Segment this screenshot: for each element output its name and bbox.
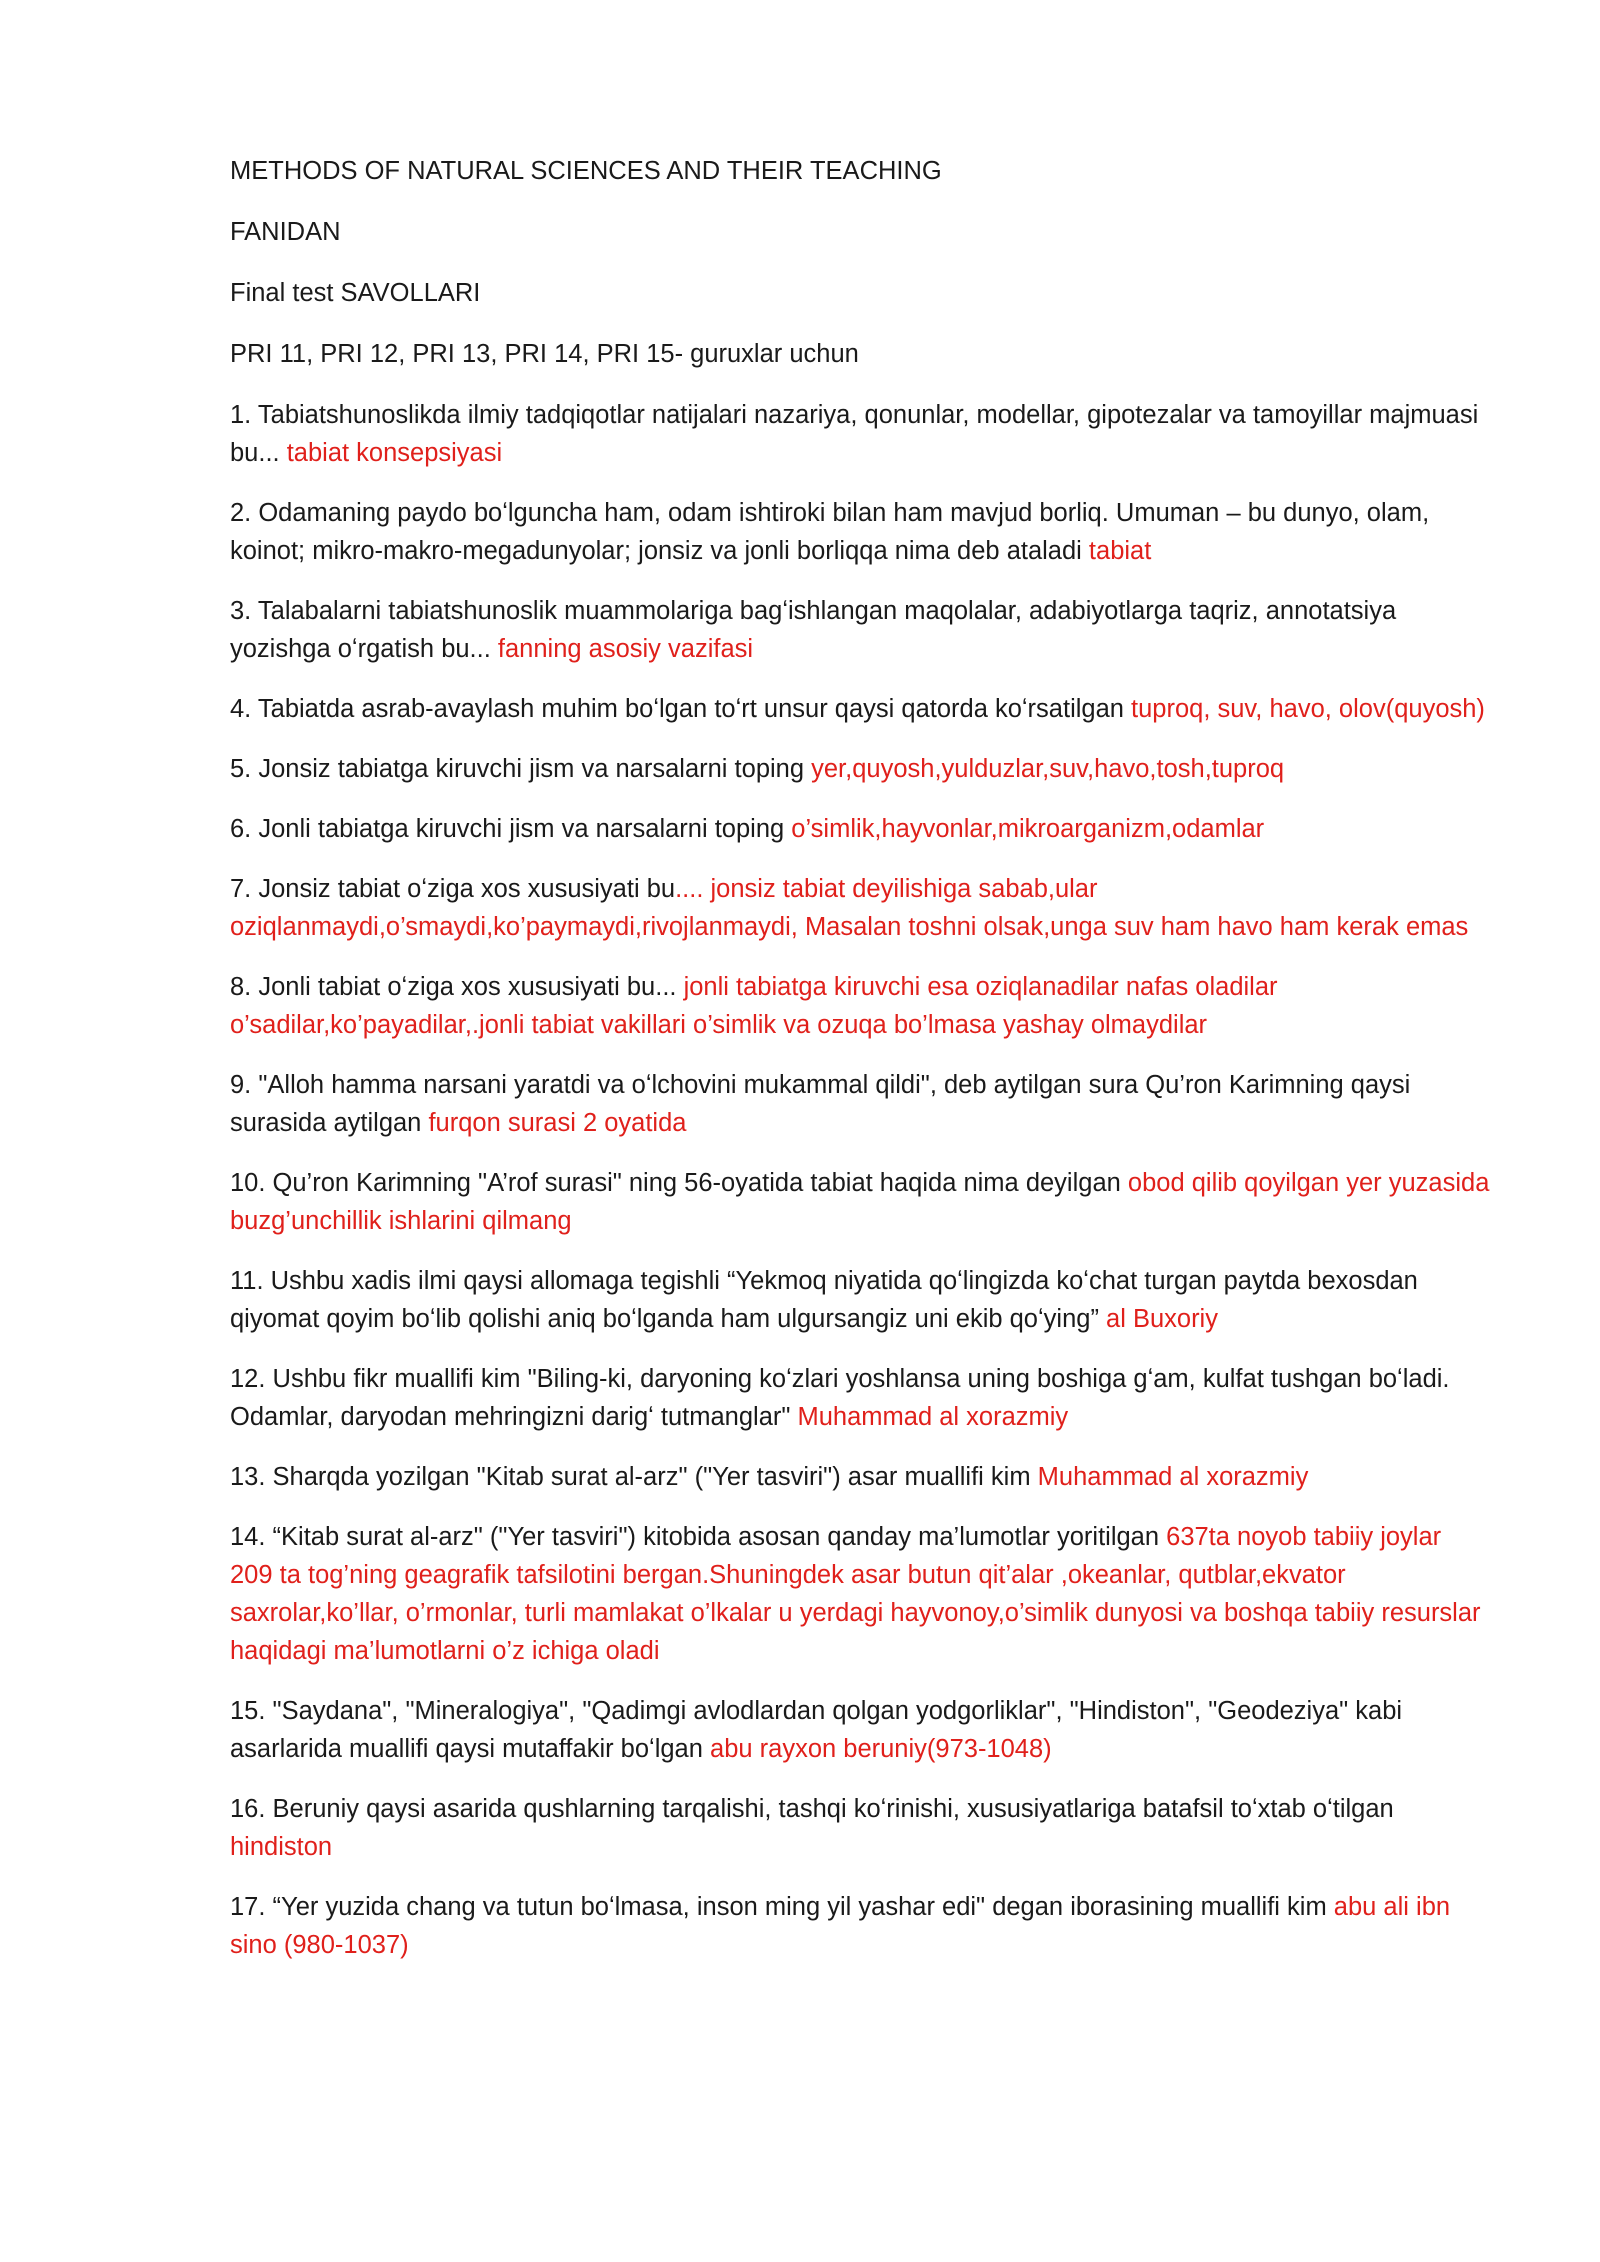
question-item: [230, 1888, 1490, 1964]
answer-text: abu ali ibn sino (980-1037): [230, 1893, 1451, 1959]
question-text: 16. Beruniy qaysi asarida qushlarning tarqalishi, tashqi koʻrinishi, xususiyatlariga batafsil toʻxtab oʻtilgan: [230, 1795, 1394, 1823]
question-text: 5. Jonsiz tabiatga kiruvchi jism va narsalarni toping: [230, 755, 812, 783]
question-item: [230, 1360, 1490, 1436]
question-text: 14. “Kitab surat al-arz" ("Yer tasviri") kitobida asosan qanday ma’lumotlar yoritilgan: [230, 1523, 1167, 1551]
question-item: [230, 1692, 1490, 1768]
question-text: 4. Tabiatda asrab-avaylash muhim boʻlgan toʻrt unsur qaysi qatorda koʻrsatilgan: [230, 695, 1132, 723]
question-item: [230, 750, 1490, 788]
question-item: [230, 1518, 1490, 1670]
question-text: 9. "Alloh hamma narsani yaratdi va oʻlchovini mukammal qildi", deb aytilgan sura Qu’ron Karimning qaysi surasida aytilgan: [230, 1071, 1411, 1137]
question-item: [230, 870, 1490, 946]
answer-text: fanning asosiy vazifasi: [497, 635, 754, 663]
answer-text: 637ta noyob tabiiy joylar 209 ta tog’ning geagrafik tafsilotini bergan.Shuningdek asar butun qit’alar ,okeanlar, qutblar,ekvator saxrolar,ko’llar, o’rmonlar, turli mamlakat o’lkalar u yerdagi hayvonoy,o’simlik dunyosi va boshqa tabiiy resurslar haqidagi ma’lumotlarni o’z ichiga oladi: [230, 1523, 1481, 1665]
question-text: 2. Odamaning paydo boʻlguncha ham, odam ishtiroki bilan ham mavjud borliq. Umuman – bu dunyo, olam, koinot; mikro-makro-megadunyolar; jonsiz va jonli borliqqa nima deb ataladi: [230, 499, 1430, 565]
question-item: [230, 1790, 1490, 1866]
question-text: 15. "Saydana", "Mineralogiya", "Qadimgi avlodlardan qolgan yodgorliklar", "Hindiston", "Geodeziya" kabi asarlarida muallifi qaysi mutaffakir boʻlgan: [230, 1697, 1403, 1763]
answer-text: yer,quyosh,yulduzlar,suv,havo,tosh,tuproq: [811, 755, 1285, 783]
test-label: Final test SAVOLLARI: [230, 279, 481, 307]
question-text: 7. Jonsiz tabiat oʻziga xos xususiyati bu: [230, 875, 676, 903]
answer-text: tuproq, suv, havo, olov(quyosh): [1131, 695, 1485, 723]
question-item: [230, 690, 1490, 728]
answer-text: .... jonsiz tabiat deyilishiga sabab,ular oziqlanmaydi,o’smaydi,ko’paymaydi,rivojlanmaydi, Masalan toshni olsak,unga suv ham havo ham kerak emas: [230, 875, 1469, 941]
question-text: 3. Talabalarni tabiatshunoslik muammolariga bagʻishlangan maqolalar, adabiyotlarga taqriz, annotatsiya yozishga oʻrgatish bu...: [230, 597, 1397, 663]
question-item: [230, 810, 1490, 848]
question-item: [230, 1066, 1490, 1142]
document-title: METHODS OF NATURAL SCIENCES AND THEIR TEACHING: [230, 157, 942, 185]
answer-text: al Buxoriy: [1106, 1305, 1218, 1333]
question-text: 8. Jonli tabiat oʻziga xos xususiyati bu...: [230, 973, 684, 1001]
answer-text: obod qilib qoyilgan yer yuzasida buzg’unchillik ishlarini qilmang: [230, 1169, 1490, 1235]
answer-text: tabiat: [1088, 537, 1152, 565]
answer-text: Muhammad al xorazmiy: [1037, 1463, 1309, 1491]
answer-text: jonli tabiatga kiruvchi esa oziqlanadilar nafas oladilar o’sadilar,ko’payadilar,.jonli tabiat vakillari o’simlik va ozuqa bo’lmasa yashay olmaydilar: [230, 973, 1278, 1039]
answer-text: Muhammad al xorazmiy: [797, 1403, 1069, 1431]
question-item: [230, 1458, 1490, 1496]
answer-text: tabiat konsepsiyasi: [286, 439, 503, 467]
question-item: [230, 1164, 1490, 1240]
group-list: PRI 11, PRI 12, PRI 13, PRI 14, PRI 15- guruxlar uchun: [230, 340, 859, 368]
answer-text: hindiston: [230, 1833, 333, 1861]
question-text: 12. Ushbu fikr muallifi kim "Biling-ki, daryoning koʻzlari yoshlansa uning boshiga gʻam, kulfat tushgan boʻladi. Odamlar, daryodan mehringizni darigʻ tutmanglar": [230, 1365, 1450, 1431]
question-text: 1. Tabiatshunoslikda ilmiy tadqiqotlar natijalari nazariya, qonunlar, modellar, gipotezalar va tamoyillar majmuasi bu...: [230, 401, 1479, 467]
question-text: 13. Sharqda yozilgan "Kitab surat al-arz" ("Yer tasviri") asar muallifi kim: [230, 1463, 1038, 1491]
question-item: [230, 968, 1490, 1044]
document-subtitle: FANIDAN: [230, 218, 341, 246]
question-text: 10. Qu’ron Karimning "A’rof surasi" ning 56-oyatida tabiat haqida nima deyilgan: [230, 1169, 1128, 1197]
question-item: [230, 396, 1490, 472]
answer-text: o’simlik,hayvonlar,mikroarganizm,odamlar: [791, 815, 1265, 843]
question-list: [230, 396, 1490, 1964]
question-item: [230, 592, 1490, 668]
answer-text: abu rayxon beruniy(973-1048): [710, 1735, 1052, 1763]
answer-text: furqon surasi 2 oyatida: [428, 1109, 687, 1137]
question-item: [230, 494, 1490, 570]
question-text: 6. Jonli tabiatga kiruvchi jism va narsalarni toping: [230, 815, 792, 843]
question-text: 17. “Yer yuzida chang va tutun boʻlmasa, inson ming yil yashar edi" degan iborasining muallifi kim: [230, 1893, 1334, 1921]
question-item: [230, 1262, 1490, 1338]
question-text: 11. Ushbu xadis ilmi qaysi allomaga tegishli “Yekmoq niyatida qoʻlingizda koʻchat turgan paytda bexosdan qiyomat qoyim boʻlib qolishi aniq boʻlganda ham ulgursangiz uni ekib qoʻying”: [230, 1267, 1418, 1333]
